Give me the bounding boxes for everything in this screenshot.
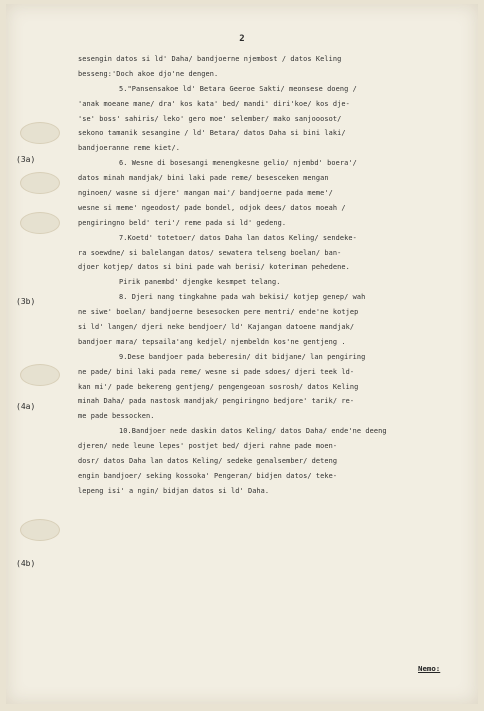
text-line: minah Daha/ pada nastosk mandjak/ pengiringno bedjore' tarik/ re- [78, 397, 355, 406]
punch-hole [20, 172, 60, 194]
text-line: si ld' langen/ djeri neke bendjoer/ ld' Kajangan datoene mandjak/ [78, 323, 355, 332]
text-line: nginoen/ wasne si djere' mangan mai'/ bandjoerne pada meme'/ [78, 189, 333, 198]
signature: Nemo: [418, 664, 441, 673]
text-line: ra soewdne/ si balelangan datos/ sewatera telseng boelan/ ban- [78, 248, 342, 257]
text-line: datos minah mandjak/ bini laki pade reme/ besesceken mengan [78, 174, 329, 183]
text-line: engin bandjoer/ seking kossoka' Pengeran/ bidjen datos/ teke- [78, 471, 338, 480]
text-line: 9.Dese bandjoer pada beberesin/ dit bidjane/ lan pengiring [119, 352, 366, 361]
text-line: bandjoer mara/ tepsaila'ang kedjel/ njembeldn kos'ne gentjeng . [78, 337, 346, 346]
text-line: sekono tamanik sesangine / ld' Betara/ datos Daha si bini laki/ [78, 129, 346, 138]
punch-hole [20, 364, 60, 386]
punch-hole [20, 212, 60, 234]
text-line: pengiringno beld' teri'/ reme pada si ld' gedeng. [78, 218, 287, 227]
text-line: ne pade/ bini laki pada reme/ wesne si pade sdoes/ djeri teek ld- [78, 367, 355, 376]
margin-label-3a: (3a) [16, 155, 36, 164]
text-line: 'se' boss' sahiris/ leko' gero moe' selember/ mako sanjooosot/ [78, 114, 342, 123]
margin-label-4a: (4a) [16, 402, 36, 411]
text-line: kan mi'/ pade bekereng gentjeng/ pengengeoan sosrosh/ datos Keling [78, 382, 359, 391]
text-line: Pirik panembd' djengke kesmpet telang. [119, 278, 281, 287]
text-line: lepeng isi' a ngin/ bidjan datos si ld' Daha. [78, 486, 270, 495]
text-line: dosr/ datos Daha lan datos Keling/ sedeke genalsember/ deteng [78, 457, 338, 466]
text-line: djeren/ nede leune lepes' postjet bed/ djeri rahne pade moen- [78, 442, 338, 451]
text-line: 7.Koetd' totetoer/ datos Daha lan datos Keling/ sendeke- [119, 233, 357, 242]
margin-label-4b: (4b) [16, 559, 36, 568]
text-line: 'anak moeane mane/ dra' kos kata' bed/ mandi' diri'koe/ kos dje- [78, 99, 350, 108]
text-line: me pade bessocken. [78, 412, 155, 421]
text-line: 10.Bandjoer nede daskin datos Keling/ datos Daha/ ende'ne deeng [119, 427, 387, 436]
typed-text-body [78, 52, 463, 499]
text-line: 5."Pansensakoe ld' Betara Geeroe Sakti/ meonsese doeng / [119, 84, 357, 93]
text-line: wesne si meme' ngeodost/ pade bondel, odjok dees/ datos moeah / [78, 203, 346, 212]
punch-hole [20, 519, 60, 541]
text-line: 8. Djeri nang tingkahne pada wah bekisi/ kotjep genep/ wah [119, 293, 366, 302]
text-line: djoer kotjep/ datos si bini pade wah berisi/ koteriman pehedene. [78, 263, 350, 272]
text-line: sesengin datos si ld' Daha/ bandjoerne njembost / datos Keling [78, 55, 342, 63]
margin-label-3b: (3b) [16, 297, 36, 306]
page-number: 2 [239, 34, 245, 44]
document-page [6, 4, 478, 704]
text-line: besseng:'Doch akoe djo'ne dengen. [78, 69, 219, 78]
text-line: ne siwe' boelan/ bandjoerne besesocken pere mentri/ ende'ne kotjep [78, 308, 359, 317]
punch-hole [20, 122, 60, 144]
text-line: bandjoeranne reme kiet/. [78, 144, 180, 153]
text-line: 6. Wesne di bosesangi menengkesne gelio/ njembd' boera'/ [119, 159, 357, 168]
